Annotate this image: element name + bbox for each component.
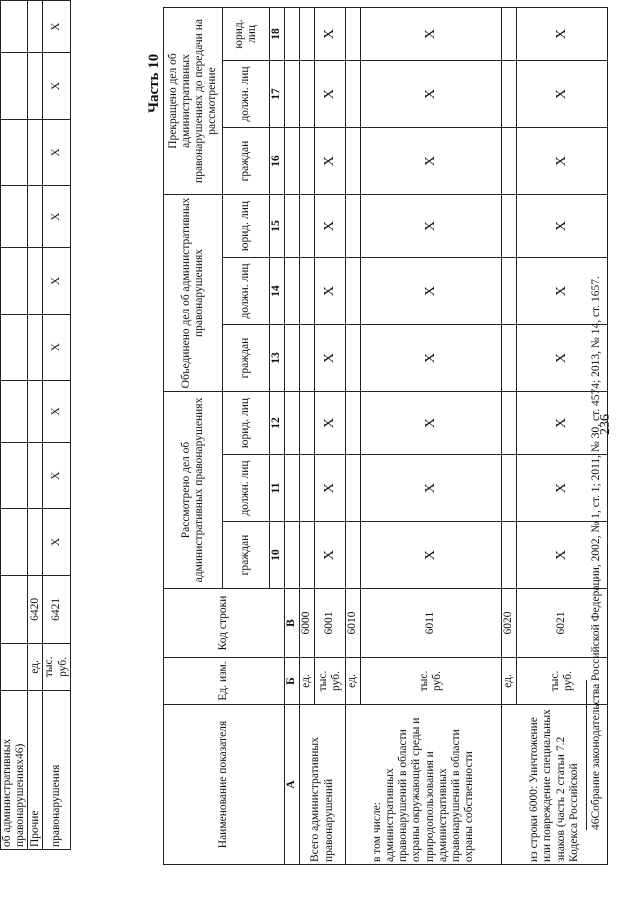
blank-cell <box>300 195 315 258</box>
cross-mark <box>1 380 28 442</box>
header-officials: должн. лиц <box>223 455 270 522</box>
cross-mark <box>1 119 28 185</box>
table-row <box>502 8 517 865</box>
blank-cell <box>346 325 361 392</box>
column-number: 12 <box>270 392 285 455</box>
row-unit: тыс. руб. <box>361 658 502 705</box>
cross-mark <box>1 248 28 314</box>
row-code: 6021 <box>517 589 608 658</box>
cross-mark: X <box>361 8 502 61</box>
blank-cell <box>346 61 361 128</box>
cross-mark <box>28 1 43 54</box>
cross-mark: X <box>517 195 608 258</box>
cross-mark: X <box>43 443 70 509</box>
column-number: 11 <box>270 455 285 522</box>
blank-cell <box>346 8 361 61</box>
blank-cell <box>285 392 300 455</box>
cross-mark: X <box>517 258 608 325</box>
row-code: 6421 <box>43 575 70 643</box>
cross-mark <box>28 119 43 185</box>
header-group-terminated: Прекращено дел об административных правонарушениях до передачи на рассмотрение <box>164 8 223 195</box>
cross-mark <box>1 314 28 380</box>
row-unit: тыс. руб. <box>43 644 70 691</box>
table-row <box>300 8 315 865</box>
blank-cell <box>502 522 517 589</box>
main-table <box>163 7 608 865</box>
row-code: 6010 <box>346 589 361 658</box>
row-name: Прочие <box>28 690 43 849</box>
row-name: об административных правонарушениях46) <box>1 690 28 849</box>
cross-mark: X <box>315 522 346 589</box>
header-citizens: граждан <box>223 325 270 392</box>
blank-cell <box>285 195 300 258</box>
cross-mark <box>1 509 28 575</box>
cross-mark: X <box>43 53 70 119</box>
cross-mark: X <box>315 8 346 61</box>
footnote-separator <box>586 680 587 830</box>
column-number: 17 <box>270 61 285 128</box>
cross-mark: X <box>43 186 70 248</box>
column-number: 16 <box>270 128 285 195</box>
blank-cell <box>300 61 315 128</box>
blank-cell <box>300 455 315 522</box>
blank-cell <box>346 455 361 522</box>
cross-mark: X <box>315 392 346 455</box>
cross-mark: X <box>517 392 608 455</box>
cross-mark: X <box>315 455 346 522</box>
cross-mark: X <box>315 61 346 128</box>
header-group-merged: Объединено дел об административных правонарушениях <box>164 195 223 392</box>
blank-cell <box>346 128 361 195</box>
header-unit: Ед. изм. <box>164 658 285 705</box>
header-citizens: граждан <box>223 128 270 195</box>
row-code: 6000 <box>300 589 315 658</box>
cross-mark: X <box>43 509 70 575</box>
column-letter: Б <box>285 658 300 705</box>
header-legal: юрид. лиц <box>223 392 270 455</box>
table-row <box>28 1 43 850</box>
row-code <box>1 575 28 643</box>
blank-cell <box>346 258 361 325</box>
blank-cell <box>300 392 315 455</box>
row-unit: тыс. руб. <box>315 658 346 705</box>
part-label: Часть 10 <box>146 53 162 113</box>
cross-mark: X <box>361 392 502 455</box>
column-number: 14 <box>270 258 285 325</box>
header-officials: должн. лиц <box>223 61 270 128</box>
blank-cell <box>502 8 517 61</box>
blank-cell <box>502 128 517 195</box>
header-legal: юрид. лиц <box>223 8 270 61</box>
row-unit: ед. <box>28 644 43 691</box>
cross-mark: X <box>361 325 502 392</box>
cross-mark: X <box>517 522 608 589</box>
cross-mark: X <box>315 325 346 392</box>
blank-cell <box>346 522 361 589</box>
table-row <box>1 1 28 850</box>
row-code: 6420 <box>28 575 43 643</box>
column-letter: В <box>285 589 300 658</box>
blank-cell <box>346 392 361 455</box>
blank-cell <box>300 258 315 325</box>
blank-cell <box>285 258 300 325</box>
letter-row <box>285 8 300 865</box>
cross-mark: X <box>361 258 502 325</box>
cross-mark: X <box>517 61 608 128</box>
cross-mark <box>1 1 28 54</box>
row-name: в том числе: административных правонарушений в области охраны окружающей среды и природопользования и административных правонарушений в области охраны собственности <box>346 705 502 865</box>
cross-mark <box>28 380 43 442</box>
row-name: правонарушения <box>43 690 70 849</box>
header-citizens: граждан <box>223 522 270 589</box>
blank-cell <box>346 195 361 258</box>
cross-mark: X <box>517 325 608 392</box>
cross-mark <box>28 314 43 380</box>
header-legal: юрид. лиц <box>223 195 270 258</box>
column-number: 10 <box>270 522 285 589</box>
cross-mark: X <box>315 258 346 325</box>
top-continuation-table <box>0 0 71 850</box>
cross-mark: X <box>315 128 346 195</box>
header-code: Код строки <box>164 589 285 658</box>
table-row <box>43 1 70 850</box>
cross-mark <box>28 53 43 119</box>
row-name: из строки 6000: Уничтожение или повреждение специальных знаков (часть 2 статьи 7.2 Кодекса Российской <box>502 705 608 865</box>
header-indicator: Наименование показателя <box>164 705 285 865</box>
page-number: 236 <box>598 414 613 435</box>
blank-cell <box>285 455 300 522</box>
cross-mark: X <box>43 248 70 314</box>
blank-cell <box>285 522 300 589</box>
blank-cell <box>285 8 300 61</box>
header-group-considered: Рассмотрено дел об административных правонарушениях <box>164 392 223 589</box>
header-officials: должн. лиц <box>223 258 270 325</box>
cross-mark: X <box>43 1 70 54</box>
row-code: 6001 <box>315 589 346 658</box>
cross-mark: X <box>361 61 502 128</box>
cross-mark: X <box>43 380 70 442</box>
cross-mark <box>1 53 28 119</box>
cross-mark: X <box>315 195 346 258</box>
cross-mark <box>28 186 43 248</box>
column-number: 13 <box>270 325 285 392</box>
cross-mark <box>1 186 28 248</box>
cross-mark: X <box>43 314 70 380</box>
row-unit: ед. <box>502 658 517 705</box>
blank-cell <box>285 61 300 128</box>
blank-cell <box>502 258 517 325</box>
cross-mark: X <box>517 8 608 61</box>
blank-cell <box>502 392 517 455</box>
cross-mark: X <box>361 522 502 589</box>
blank-cell <box>285 325 300 392</box>
row-code: 6011 <box>361 589 502 658</box>
footnote: 46Собрание законодательства Российской Федерации, 2002, № 1, ст. 1; 2011, № 30, ст. 4574; 2013, № 14, ст. 1657. <box>590 276 602 830</box>
blank-cell <box>300 8 315 61</box>
column-letter: А <box>285 705 300 865</box>
blank-cell <box>300 522 315 589</box>
cross-mark: X <box>517 128 608 195</box>
cross-mark: X <box>361 195 502 258</box>
cross-mark <box>28 248 43 314</box>
blank-cell <box>502 195 517 258</box>
cross-mark: X <box>361 128 502 195</box>
cross-mark <box>1 443 28 509</box>
cross-mark <box>28 509 43 575</box>
cross-mark: X <box>361 455 502 522</box>
cross-mark: X <box>43 119 70 185</box>
column-number: 15 <box>270 195 285 258</box>
row-unit: ед. <box>346 658 361 705</box>
blank-cell <box>502 455 517 522</box>
cross-mark: X <box>517 455 608 522</box>
row-unit <box>1 644 28 691</box>
row-unit: ед. <box>300 658 315 705</box>
row-code: 6020 <box>502 589 517 658</box>
cross-mark <box>28 443 43 509</box>
row-name: Всего административных правонарушений <box>300 705 346 865</box>
blank-cell <box>300 325 315 392</box>
row-unit: тыс. руб. <box>517 658 608 705</box>
blank-cell <box>285 128 300 195</box>
table-row <box>346 8 361 865</box>
blank-cell <box>502 61 517 128</box>
blank-cell <box>502 325 517 392</box>
column-number: 18 <box>270 8 285 61</box>
blank-cell <box>300 128 315 195</box>
